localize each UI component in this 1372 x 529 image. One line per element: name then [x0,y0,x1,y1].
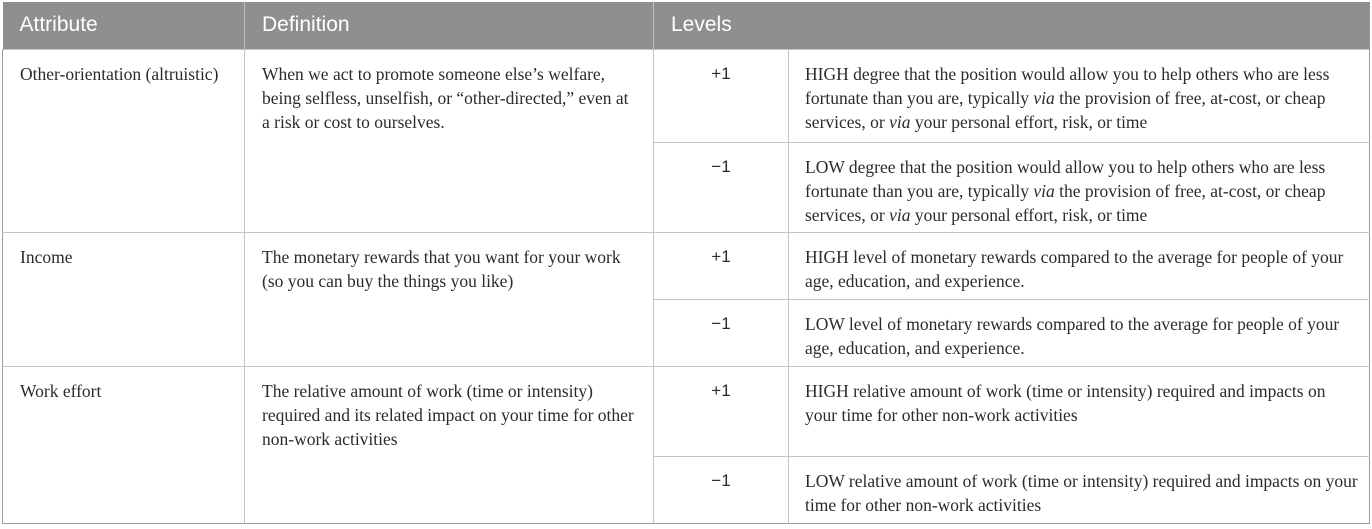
level-description-cell: HIGH level of monetary rewards compared to the average for people of your age, education, and experience. [789,232,1370,299]
level-description-cell: LOW level of monetary rewards compared to the average for people of your age, education, and experience. [789,299,1370,366]
definition-cell: The monetary rewards that you want for your work (so you can buy the things you like) [245,232,654,366]
header-levels: Levels [654,2,1370,49]
level-description-cell: LOW degree that the position would allow you to help others who are less fortunate than you are, typically via the provision of free, at-cost, or cheap services, or via your personal effort, risk, or time [789,142,1370,232]
level-value-cell: −1 [654,142,789,232]
attribute-cell: Work effort [3,366,245,523]
table-row [3,232,1370,299]
level-description-cell: HIGH relative amount of work (time or intensity) required and impacts on your time for other non-work activities [789,366,1370,456]
level-value-cell: −1 [654,299,789,366]
level-description-cell: LOW relative amount of work (time or intensity) required and impacts on your time for other non-work activities [789,456,1370,523]
header-attribute: Attribute [3,2,245,49]
attributes-table [2,2,1370,524]
level-value-cell: +1 [654,232,789,299]
level-value-cell: +1 [654,366,789,456]
attribute-cell: Income [3,232,245,366]
level-value-cell: −1 [654,456,789,523]
attribute-cell: Other-orientation (altruistic) [3,49,245,232]
level-description-cell: HIGH degree that the position would allow you to help others who are less fortunate than you are, typically via the provision of free, at-cost, or cheap services, or via your personal effort, risk, or time [789,49,1370,142]
level-value-cell: +1 [654,49,789,142]
table-row [3,366,1370,456]
header-definition: Definition [245,2,654,49]
definition-cell: When we act to promote someone else’s welfare, being selfless, unselfish, or “other-directed,” even at a risk or cost to ourselves. [245,49,654,232]
table-row [3,49,1370,142]
header-row [3,2,1370,49]
definition-cell: The relative amount of work (time or intensity) required and its related impact on your time for other non-work activities [245,366,654,523]
